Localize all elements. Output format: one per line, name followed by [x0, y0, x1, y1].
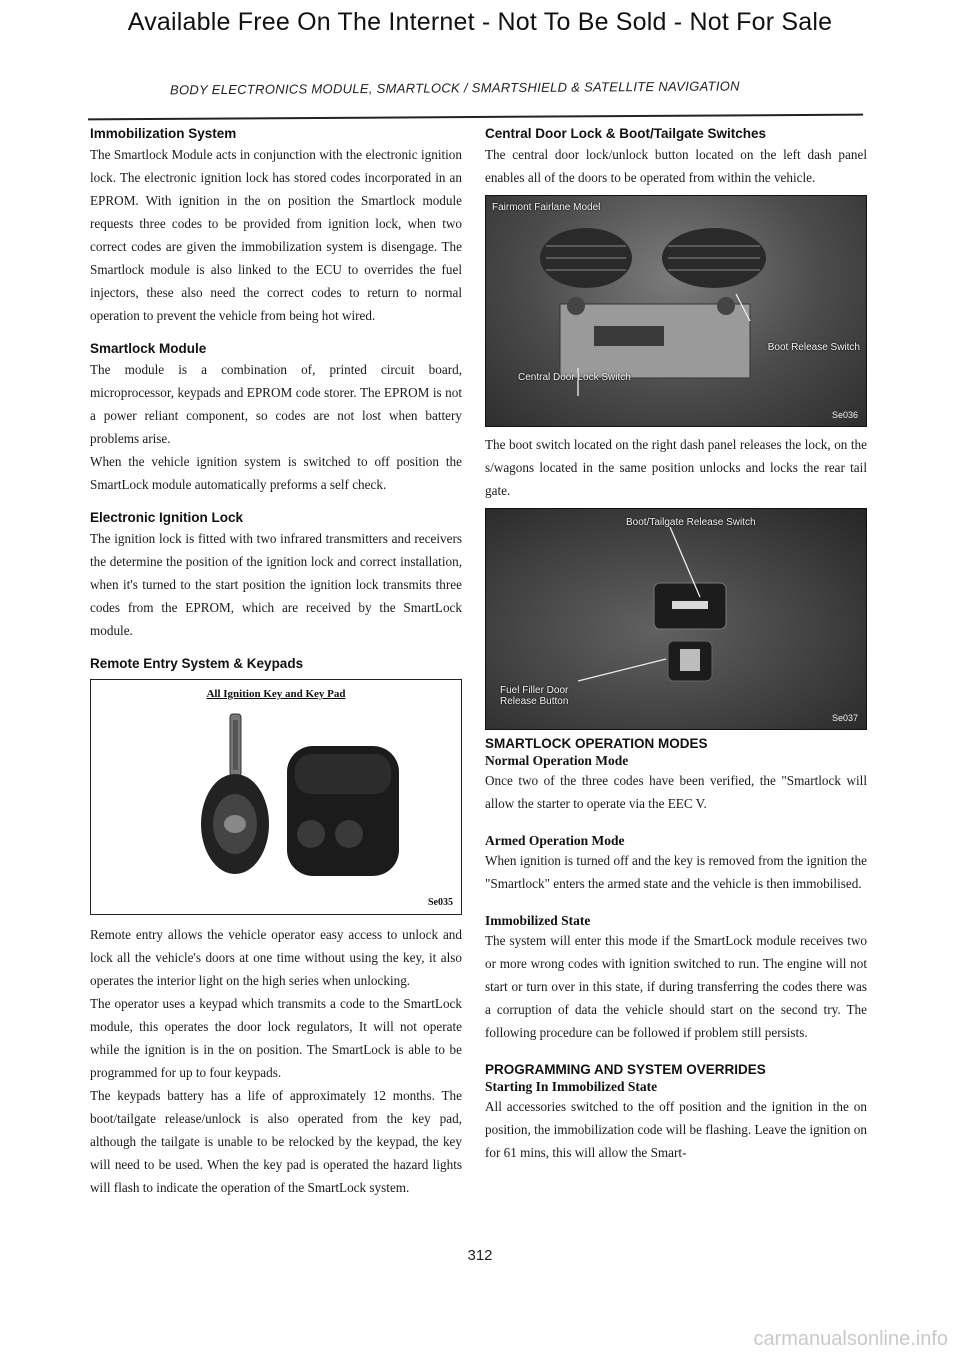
remote-entry-text-2: The operator uses a keypad which transmits a code to the SmartLock module, this operates the door lock regulators, It will not operate while the ignition is in the on position. The SmartLock is able to be programmed for up to four keypads.	[90, 996, 462, 1080]
remote-entry-text-3: The keypads battery has a life of approximately 12 months. The boot/tailgate release/unlock is also operated from the key pad, although the tailgate is unable to be relocked by the keypad, the key will need to be used. When the key pad is operated the hazard lights will flash to indicate the operation of the SmartLock system.	[90, 1088, 462, 1195]
immobilization-text: The Smartlock Module acts in conjunction with the electronic ignition lock. The electronic ignition lock has stored codes incorporated in an EPROM. With ignition in the on position the Smartlock module requests three codes to be provided from ignition lock, when two correct codes are given the immobilization system is disengage. The Smartlock module is also linked to the ECU to overrides the fuel injectors, these also need the correct codes to return to normal operation to prevent the vehicle from being hot wired.	[90, 147, 462, 323]
right-column	[485, 126, 867, 1164]
starting-immobilized-heading: Starting In Immobilized State	[485, 1079, 658, 1094]
site-watermark: carmanualsonline.info	[753, 1328, 948, 1350]
boot-release-photo	[485, 508, 867, 730]
boot-photo-figure-number: Se037	[831, 713, 858, 723]
ignition-lock-text: The ignition lock is fitted with two infrared transmitters and receivers the determine the position of the ignition lock and correct installation, when it's turned to the start position the ignition lock transmits three codes from the EPROM, which are received by the SmartLock module.	[90, 531, 462, 638]
running-head: BODY ELECTRONICS MODULE, SMARTLOCK / SMARTSHIELD & SATELLITE NAVIGATION	[169, 78, 740, 98]
smartlock-module-heading: Smartlock Module	[90, 341, 207, 356]
page-number: 312	[467, 1247, 493, 1264]
boot-release-switch-label: Boot Release Switch	[767, 342, 860, 353]
ignition-key-and-keypad-figure	[90, 679, 462, 915]
armed-mode-text: When ignition is turned off and the key is removed from the ignition the "Smartlock" enters the armed state and the vehicle is then immobilised.	[485, 853, 867, 891]
header-rule	[88, 114, 863, 120]
dash-vents-illustration	[486, 196, 867, 427]
ignition-key-and-keypad-illustration	[91, 706, 461, 906]
central-door-lock-switch-label: Central Door Lock Switch	[518, 372, 631, 383]
programming-heading: PROGRAMMING AND SYSTEM OVERRIDES	[485, 1062, 766, 1077]
remote-entry-text-1: Remote entry allows the vehicle operator easy access to unlock and lock all the vehicle's doors at one time without using the key, it also operates the interior light on the high series when unlocking.	[90, 927, 462, 988]
normal-mode-text: Once two of the three codes have been verified, the "Smartlock will allow the starter to operate via the EEC V.	[485, 773, 867, 811]
boot-switch-text: The boot switch located on the right dash panel releases the lock, on the s/wagons located in the same position unlocks and locks the rear tail gate.	[485, 437, 867, 498]
boot-tailgate-release-label: Boot/Tailgate Release Switch	[626, 517, 756, 528]
left-column	[90, 126, 462, 1199]
immobilized-state-text: The system will enter this mode if the SmartLock module receives two or more wrong codes with ignition switched to run. The engine will not start or turn over in this state, if during transferring the codes there was a corruption of data the vehicle should start on the second try. The following procedure can be followed if problem still persists.	[485, 933, 867, 1040]
smartlock-module-text-2: When the vehicle ignition system is switched to off position the SmartLock module automatically preforms a self check.	[90, 454, 462, 492]
distribution-notice-banner: Available Free On The Internet - Not To Be Sold - Not For Sale	[127, 8, 833, 36]
operation-modes-heading: SMARTLOCK OPERATION MODES	[485, 736, 708, 751]
immobilization-heading: Immobilization System	[90, 126, 237, 141]
dash-photo-model-label: Fairmont Fairlane Model	[492, 202, 601, 213]
fuel-filler-door-label: Fuel Filler Door Release Button	[500, 685, 569, 707]
dash-switches-photo	[485, 195, 867, 427]
starting-immobilized-text: All accessories switched to the off position and the ignition in the on position, the immobilization code will be flashing. Leave the ignition on for 61 mins, this will allow the Smart-	[485, 1099, 867, 1160]
smartlock-module-text-1: The module is a combination of, printed circuit board, microprocessor, keypads and EPROM code storer. The EPROM is not a power reliant component, so codes are not lost when battery problems arise.	[90, 362, 462, 446]
figure-caption: All Ignition Key and Key Pad	[206, 688, 346, 700]
ignition-lock-heading: Electronic Ignition Lock	[90, 510, 244, 525]
armed-mode-heading: Armed Operation Mode	[485, 833, 625, 848]
central-door-lock-heading: Central Door Lock & Boot/Tailgate Switches	[485, 126, 767, 141]
remote-entry-heading: Remote Entry System & Keypads	[90, 656, 304, 671]
figure-number: Se035	[428, 897, 453, 908]
immobilized-state-heading: Immobilized State	[485, 913, 591, 928]
central-door-lock-text: The central door lock/unlock button located on the left dash panel enables all of the doors to be operated from within the vehicle.	[485, 147, 867, 185]
dash-photo-figure-number: Se036	[831, 410, 858, 420]
normal-mode-heading: Normal Operation Mode	[485, 753, 629, 768]
